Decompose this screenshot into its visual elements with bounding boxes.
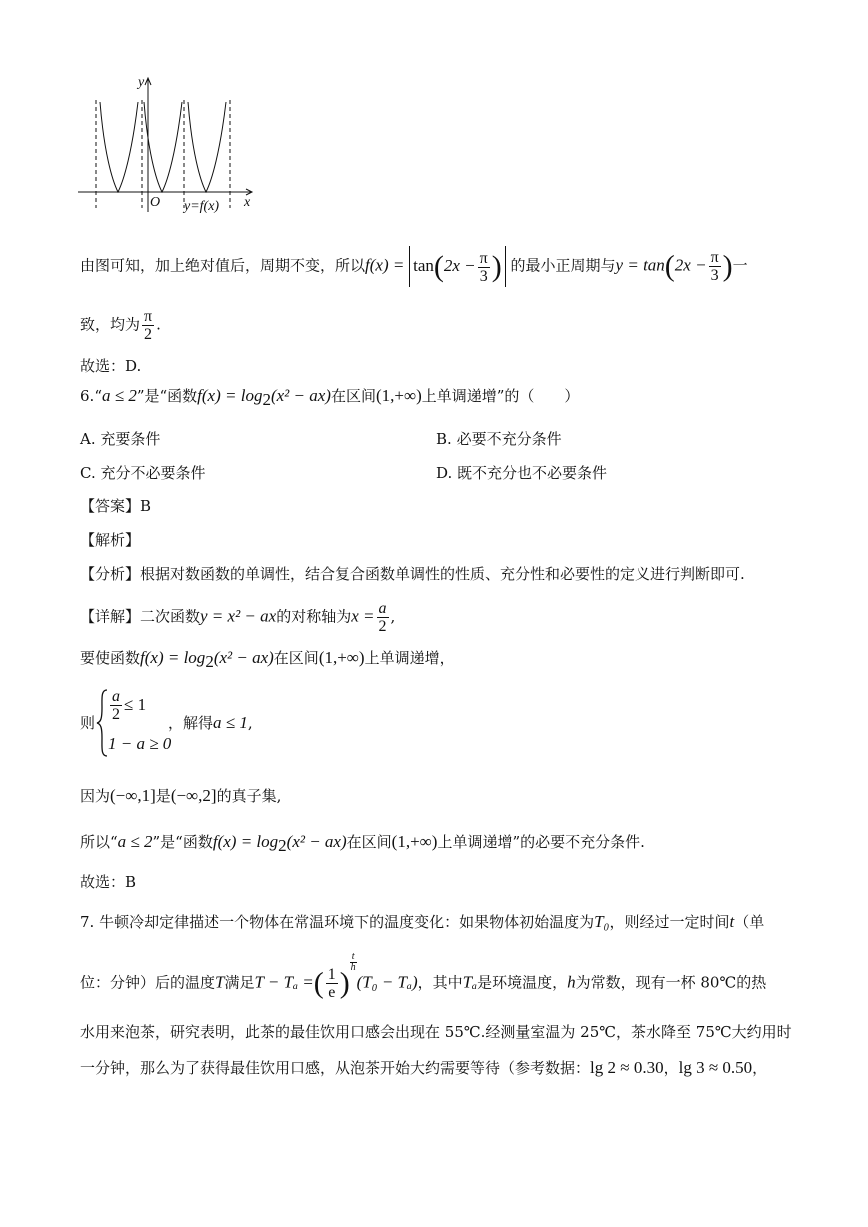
q7-line-4: 一分钟，那么为了获得最佳饮用口感，从泡茶开始大约需要等待（参考数据：lg 2 ≈ 0.30，lg 3 ≈ 0.50，	[80, 1058, 768, 1077]
q7-line-1: 7. 牛顿冷却定律描述一个物体在常温环境下的温度变化：如果物体初始温度为T₀，则经过一定时间t（单	[80, 912, 765, 931]
answer: 【答案】B	[80, 497, 152, 515]
q7-line-3: 水用来泡茶，研究表明，此茶的最佳饮用口感会出现在 55℃.经测量室温为 25℃，茶水降至 75℃大约用时	[80, 1023, 792, 1041]
pi-over-2: $\frac{\pi}{2}$	[144, 308, 153, 343]
y-tan-expr: y = tan	[615, 255, 665, 275]
analysis: 【分析】根据对数函数的单调性，结合复合函数单调性的性质、充分性和必要性的定义进行判断即可.	[80, 565, 745, 583]
function-graph	[76, 72, 266, 222]
conclusion: 所以“a ≤ 2”是“函数$f(x) = \log_2(x^2 - ax)$在区间(1,+∞)上单调递增”的必要不充分条件.	[80, 832, 645, 855]
curve-label: y=f(x)	[184, 199, 220, 214]
abs-tan-expr: tan(2x − $\frac{\pi}{3}$ )	[409, 246, 506, 287]
option-c[interactable]: C. 充分不必要条件	[80, 464, 206, 482]
para-period: 由图可知，加上绝对值后，周期不变，所以f(x) = tan(2x − $\frac{\pi}{3}$ ) 的最小正周期与y = tan(2x − $\frac{\pi}{3}$ )一	[80, 246, 748, 287]
requirement: 要使函数$f(x) = \log_2(x^2 - ax)$在区间(1,+∞)上单调递增，	[80, 648, 455, 671]
curve-branch-1	[100, 102, 138, 192]
para-period-cont: 致，均为 $\frac{\pi}{2}$ .	[80, 308, 161, 343]
subset: 因为(−∞,1]是(−∞,2]的真子集,	[80, 786, 282, 805]
option-a[interactable]: A. 充要条件	[80, 430, 161, 448]
option-b[interactable]: B. 必要不充分条件	[436, 430, 562, 448]
para-period-text: 由图可知，加上绝对值后，周期不变，所以	[80, 256, 366, 275]
para-period-text-2: 的最小正周期与	[510, 256, 616, 275]
q6-stem: 6.“a ≤ 2”是“函数$f(x) = \log_2(x^2 - ax)$在区间(1,+∞)上单调递增”的（ ）	[80, 386, 580, 409]
curve-branch-3	[188, 102, 226, 192]
curve-branch-2	[144, 102, 182, 192]
y-axis-label: y	[138, 75, 145, 90]
q7-line-2: 位：分钟）后的温度T满足T − Tₐ =( $\frac{1}{e}$ ) $^{\frac{t}{h}}$ (T₀ − Tₐ)，其中Tₐ是环境温度，h为常数，现有一杯 80℃的热	[80, 951, 767, 1001]
choose-d: 故选：D.	[80, 357, 142, 375]
fx-expr: f(x) =	[365, 255, 405, 275]
origin-label: O	[150, 195, 161, 210]
option-d[interactable]: D. 既不充分也不必要条件	[436, 464, 608, 482]
detail: 【详解】二次函数y = x² − ax的对称轴为x = $\frac{a}{2}$ ,	[80, 600, 396, 635]
inequality-system: 则 $\frac{a}{2}$ ≤ 1 1 − a ≥ 0 ，解得a ≤ 1,	[80, 688, 320, 758]
left-brace	[96, 688, 108, 758]
analysis-head: 【解析】	[80, 531, 141, 549]
x-axis-label: x	[244, 195, 251, 210]
choose-b: 故选：B	[80, 873, 137, 891]
